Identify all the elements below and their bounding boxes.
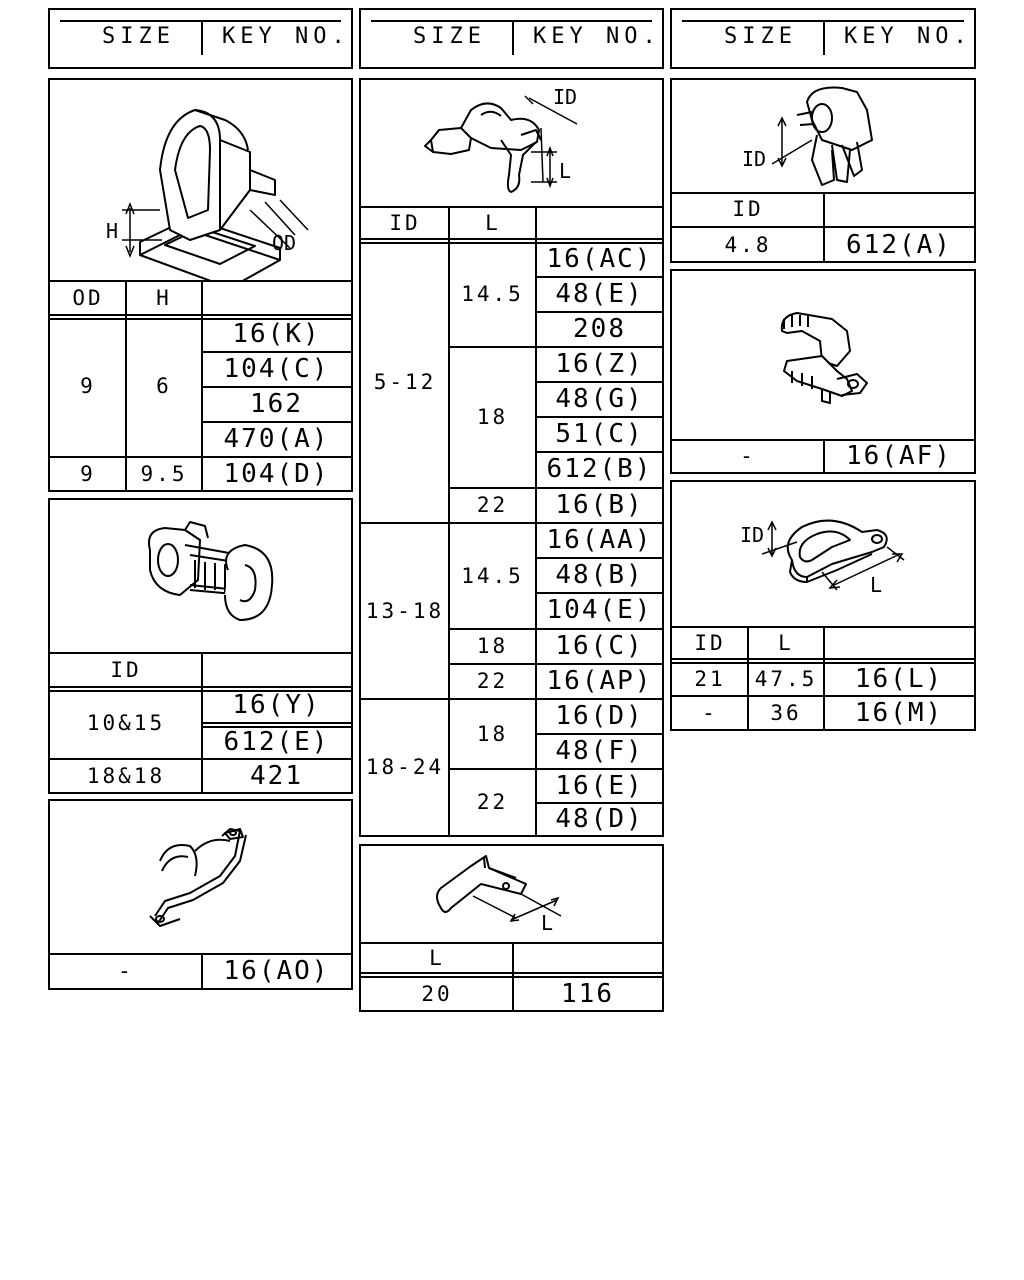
cell-id: - bbox=[702, 700, 718, 725]
dim-label-id: ID bbox=[553, 85, 578, 109]
dim-label-h: H bbox=[106, 219, 119, 243]
cell-od: 9 bbox=[80, 461, 96, 486]
panel-double-clamp bbox=[48, 498, 353, 794]
p-clamp-drawing bbox=[672, 482, 974, 626]
panel-hose-clip bbox=[359, 78, 664, 837]
col-header-id: ID bbox=[732, 197, 764, 221]
hose-clip-table bbox=[361, 206, 662, 835]
cell-size: - bbox=[118, 959, 134, 983]
header-key-no: KEY NO. bbox=[844, 24, 972, 49]
cell-l: 14.5 bbox=[461, 282, 524, 306]
key-no-cell: 16(M) bbox=[854, 697, 944, 728]
key-no-cell: 16(E) bbox=[555, 770, 644, 801]
cell-id: 13-18 bbox=[365, 598, 445, 623]
flat-clip-table bbox=[361, 942, 662, 1010]
key-no-cell: 16(D) bbox=[555, 701, 644, 731]
key-no-cell: 16(AO) bbox=[223, 956, 330, 986]
key-no-cell: 16(C) bbox=[555, 631, 644, 661]
cell-l: 14.5 bbox=[461, 563, 524, 588]
key-no-cell: 612(E) bbox=[223, 726, 330, 757]
key-no-cell: 48(D) bbox=[555, 804, 644, 834]
key-no-cell: 16(B) bbox=[555, 490, 644, 520]
dim-label-l: L bbox=[559, 159, 572, 183]
key-no-cell: 48(G) bbox=[555, 384, 644, 414]
key-no-cell: 48(E) bbox=[555, 279, 644, 309]
double-clamp-drawing bbox=[50, 500, 351, 652]
tree-clip-table bbox=[672, 192, 974, 261]
key-no-cell: 16(AC) bbox=[546, 244, 653, 274]
cell-id: 18-24 bbox=[365, 755, 445, 779]
panel-flat-clip bbox=[359, 844, 664, 1012]
key-no-cell: 470(A) bbox=[223, 423, 330, 454]
panel-p-clamp bbox=[670, 480, 976, 731]
cell-id: 4.8 bbox=[724, 232, 772, 257]
bracket-clamp-drawing bbox=[50, 801, 351, 953]
key-no-cell: 104(D) bbox=[223, 458, 330, 489]
header-size: SIZE bbox=[413, 24, 486, 49]
key-no-cell: 16(K) bbox=[232, 318, 321, 349]
key-no-cell: 48(F) bbox=[555, 736, 644, 766]
key-no-cell: 208 bbox=[573, 314, 626, 344]
key-no-cell: 104(C) bbox=[223, 353, 330, 384]
cell-l: 22 bbox=[476, 669, 509, 693]
col-header-l: L bbox=[429, 946, 445, 970]
col-header-id: ID bbox=[389, 211, 421, 235]
key-no-cell: 612(A) bbox=[846, 229, 952, 260]
key-no-cell: 104(E) bbox=[546, 595, 653, 625]
cell-h: 9.5 bbox=[140, 461, 188, 486]
cell-id: 5-12 bbox=[373, 369, 437, 394]
cell-h: 6 bbox=[156, 374, 172, 398]
header-col-2 bbox=[359, 8, 664, 69]
key-no-cell: 16(AA) bbox=[546, 525, 653, 555]
dim-label-id: ID bbox=[742, 147, 767, 171]
col-header-id: ID bbox=[694, 631, 726, 655]
hose-clip-drawing bbox=[361, 80, 662, 206]
cell-l: 36 bbox=[770, 700, 802, 725]
dim-label-od: OD bbox=[272, 231, 297, 255]
cell-id: 18&18 bbox=[86, 763, 166, 788]
panel-harness-clip bbox=[670, 269, 976, 474]
key-no-cell: 612(B) bbox=[546, 454, 653, 484]
cell-l: 20 bbox=[421, 981, 453, 1006]
double-clamp-table bbox=[50, 652, 351, 792]
key-no-cell: 16(L) bbox=[854, 663, 944, 694]
bracket-clamp-table bbox=[50, 953, 351, 988]
key-no-cell: 421 bbox=[250, 760, 303, 791]
harness-clip-table bbox=[672, 439, 974, 472]
panel-push-clip bbox=[48, 78, 353, 492]
header-size: SIZE bbox=[724, 24, 797, 49]
header-size: SIZE bbox=[102, 24, 175, 49]
cell-l: 22 bbox=[476, 493, 509, 517]
p-clamp-table bbox=[672, 626, 974, 729]
col-header-h: H bbox=[156, 286, 172, 310]
cell-l: 18 bbox=[476, 405, 509, 429]
cell-id: 10&15 bbox=[86, 711, 166, 735]
key-no-cell: 16(Y) bbox=[232, 690, 321, 720]
key-no-cell: 48(B) bbox=[555, 560, 644, 590]
cell-l: 22 bbox=[476, 790, 509, 814]
key-no-cell: 51(C) bbox=[555, 419, 644, 449]
key-no-cell: 16(AF) bbox=[846, 441, 952, 471]
dim-label-l: L bbox=[541, 911, 554, 935]
cell-size: - bbox=[740, 444, 756, 468]
key-no-cell: 16(Z) bbox=[555, 349, 644, 379]
header-col-1 bbox=[48, 8, 353, 69]
header-key-no: KEY NO. bbox=[222, 24, 350, 49]
cell-l: 18 bbox=[476, 634, 509, 658]
flat-clip-drawing bbox=[361, 846, 662, 942]
panel-bracket-clamp bbox=[48, 799, 353, 990]
dim-label-l: L bbox=[870, 573, 883, 597]
col-header-l: L bbox=[778, 631, 794, 655]
cell-od: 9 bbox=[80, 374, 96, 398]
dim-label-id: ID bbox=[740, 523, 765, 547]
header-col-3 bbox=[670, 8, 976, 69]
col-header-l: L bbox=[485, 211, 501, 235]
cell-l: 18 bbox=[476, 721, 509, 746]
col-header-od: OD bbox=[72, 286, 104, 310]
col-header-id: ID bbox=[110, 658, 142, 682]
harness-clip-drawing bbox=[672, 271, 974, 439]
cell-id: 21 bbox=[694, 666, 726, 691]
key-no-cell: 162 bbox=[250, 388, 303, 419]
key-no-cell: 16(AP) bbox=[546, 666, 653, 696]
panel-tree-clip bbox=[670, 78, 976, 263]
header-key-no: KEY NO. bbox=[533, 24, 661, 49]
cell-l: 47.5 bbox=[754, 666, 818, 691]
tree-clip-drawing bbox=[672, 80, 974, 192]
key-no-cell: 116 bbox=[561, 978, 614, 1009]
push-clip-table bbox=[50, 280, 351, 490]
push-clip-drawing bbox=[50, 80, 351, 280]
